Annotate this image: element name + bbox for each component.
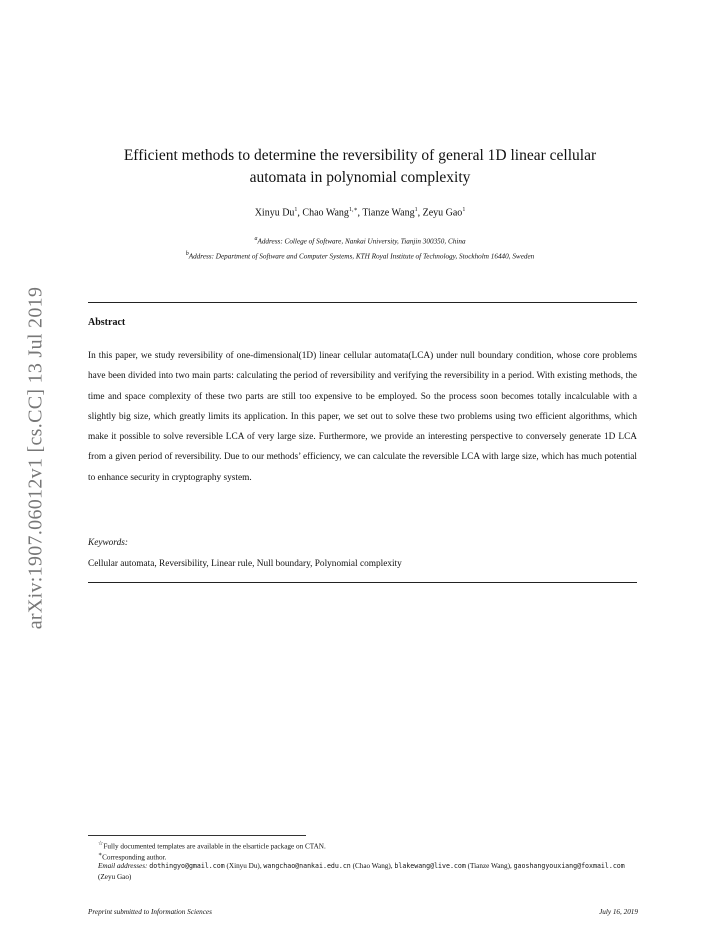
keywords-list: Cellular automata, Reversibility, Linear rule, Null boundary, Polynomial complexity [88, 559, 402, 569]
arxiv-id-text: arXiv:1907.06012v1 [cs.CC] 13 Jul 2019 [24, 286, 47, 630]
author-name: Xinyu Du [254, 207, 295, 219]
abstract-bottom-rule [88, 582, 637, 583]
footnote-rule [88, 835, 306, 836]
author-name: Tianze Wang [362, 207, 415, 219]
email-label: Email addresses: [98, 862, 148, 870]
preprint-date: July 16, 2019 [599, 908, 638, 916]
arxiv-side-stamp [18, 258, 54, 658]
footnote-text: Corresponding author. [102, 853, 167, 862]
keywords-label: Keywords: [88, 538, 128, 548]
author-list: Xinyu Du$^1$, Chao Wang$^{1,∗}$, Tianze Wang$^1$, Zeyu Gao$^1$ [254, 207, 466, 219]
author-mark: 1,∗ [348, 207, 358, 213]
email-owner: (Xinyu Du) [226, 862, 260, 870]
affiliation-mark: b [185, 251, 189, 257]
email-owner: (Chao Wang) [352, 862, 391, 870]
affiliation-a [60, 236, 660, 245]
abstract-top-rule [88, 302, 637, 303]
affiliation-text: Address: College of Software, Nankai University, Tianjin 300350, China [257, 237, 466, 246]
author-mark: 1 [462, 207, 466, 213]
email-owner: (Zeyu Gao) [98, 873, 132, 881]
paper-title [60, 145, 660, 189]
footnote-mark: ∗ [98, 852, 103, 858]
author-mark: 1 [294, 207, 298, 213]
email-address[interactable]: dothingyo@gmail.com [149, 862, 225, 870]
affiliation-mark: a [254, 236, 258, 242]
email-owner: (Tianze Wang) [467, 862, 510, 870]
abstract-heading: Abstract [88, 317, 126, 328]
affiliation-b [60, 251, 660, 260]
title-line-2: automata in polynomial complexity [249, 169, 471, 186]
footnote-text: Fully documented templates are available in the elsarticle package on CTAN. [103, 842, 326, 851]
author-mark: 1 [414, 207, 418, 213]
email-address[interactable]: gaoshangyouxiang@foxmail.com [513, 862, 625, 870]
email-address[interactable]: blakewang@live.com [394, 862, 466, 870]
title-line-1: Efficient methods to determine the reversibility of general 1D linear cellular [123, 147, 597, 164]
abstract-text: In this paper, we study reversibility of one-dimensional(1D) linear cellular automata(LCA) under null boundary condition, whose core problems have been divided into two main parts: calculating the period of reversibility and verifying the reversibility in a period. With existing methods, the time and space complexity of these two parts are still too expensive to be employed. So the process soon becomes totally incalculable with a slightly big size, which greatly limits its application. In this paper, we set out to solve these two problems using two efficient algorithms, which make it possible to solve reversible LCA of very large size. Furthermore, we provide an interesting perspective to conversely generate 1D LCA from a given period of reversibility. Due to our methods’ efficiency, we can calculate the reversible LCA with large size, which has much potential to enhance security in cryptography system. [88, 351, 637, 483]
affiliation-text: Address: Department of Software and Computer Systems, KTH Royal Institute of Technology, Stockholm 16440, Sweden [188, 252, 535, 261]
author-name: Chao Wang [302, 207, 349, 219]
email-address[interactable]: wangchao@nankai.edu.cn [263, 862, 351, 870]
author-name: Zeyu Gao [422, 207, 463, 219]
footnote-mark: ☆ [98, 841, 104, 847]
footnote-emails: Email addresses: dothingyo@gmail.com (Xinyu Du), wangchao@nankai.edu.cn (Chao Wang), blakewang@live.com (Tianze Wang), gaoshangyouxiang@foxmail.com (Zeyu Gao) [98, 862, 625, 881]
preprint-note: Preprint submitted to Information Sciences [88, 908, 212, 916]
